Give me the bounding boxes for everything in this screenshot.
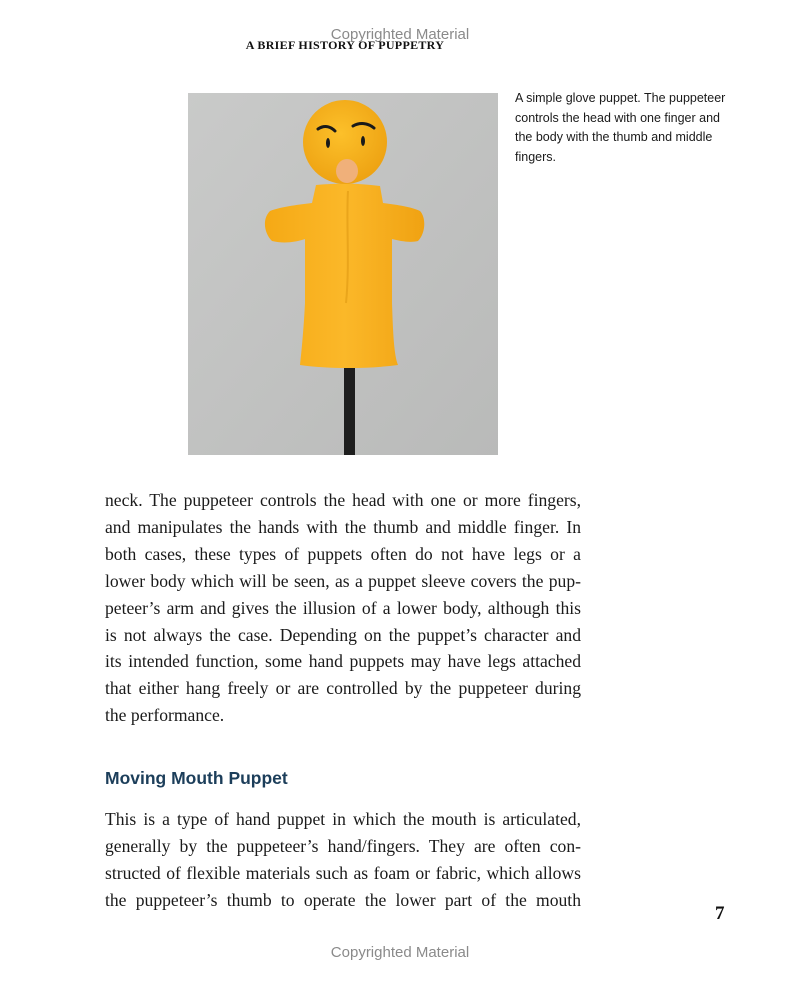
right-eye	[361, 136, 365, 146]
text-line: This is a type of hand puppet in which the mouth is articulated,	[105, 809, 581, 829]
text-line: peteer’s arm and gives the illusion of a lower body, although this	[105, 597, 581, 618]
text-line: both cases, these types of puppets often do not have legs or a	[105, 543, 581, 564]
watermark-bottom: Copyrighted Material	[330, 944, 470, 961]
text-line: the puppeteer’s thumb to operate the lower part of the mouth	[105, 889, 581, 910]
section-heading: Moving Mouth Puppet	[105, 768, 288, 788]
page-number: 7	[715, 903, 725, 924]
paragraph-1	[105, 487, 581, 729]
running-head: A BRIEF HISTORY OF PUPPETRY	[245, 38, 445, 52]
watermark-top: Copyrighted Material	[330, 26, 470, 43]
glove-puppet-illustration	[188, 93, 498, 455]
puppet-rod	[344, 363, 355, 455]
text-line: generally by the puppeteer’s hand/fingers. They are often con-	[105, 835, 581, 856]
text-line: neck. The puppeteer controls the head with one or more fingers,	[105, 490, 581, 510]
figure-caption: A simple glove puppet. The puppeteer controls the head with one finger and the body with the thumb and middle fingers.	[515, 91, 726, 164]
text-line: lower body which will be seen, as a puppet sleeve covers the pup-	[105, 570, 581, 591]
puppet-nose	[336, 159, 358, 183]
text-line: the performance.	[105, 705, 225, 726]
text-line: and manipulates the hands with the thumb and middle finger. In	[105, 516, 581, 537]
text-line: its intended function, some hand puppets may have legs attached	[105, 651, 581, 672]
text-line: that either hang freely or are controlled by the puppeteer during	[105, 678, 581, 699]
glove-puppet-photo	[188, 93, 498, 455]
text-line: is not always the case. Depending on the puppet’s character and	[105, 624, 581, 645]
text-line: structed of flexible materials such as foam or fabric, which allows	[105, 862, 581, 883]
paragraph-2	[105, 806, 581, 914]
left-eye	[326, 138, 330, 148]
